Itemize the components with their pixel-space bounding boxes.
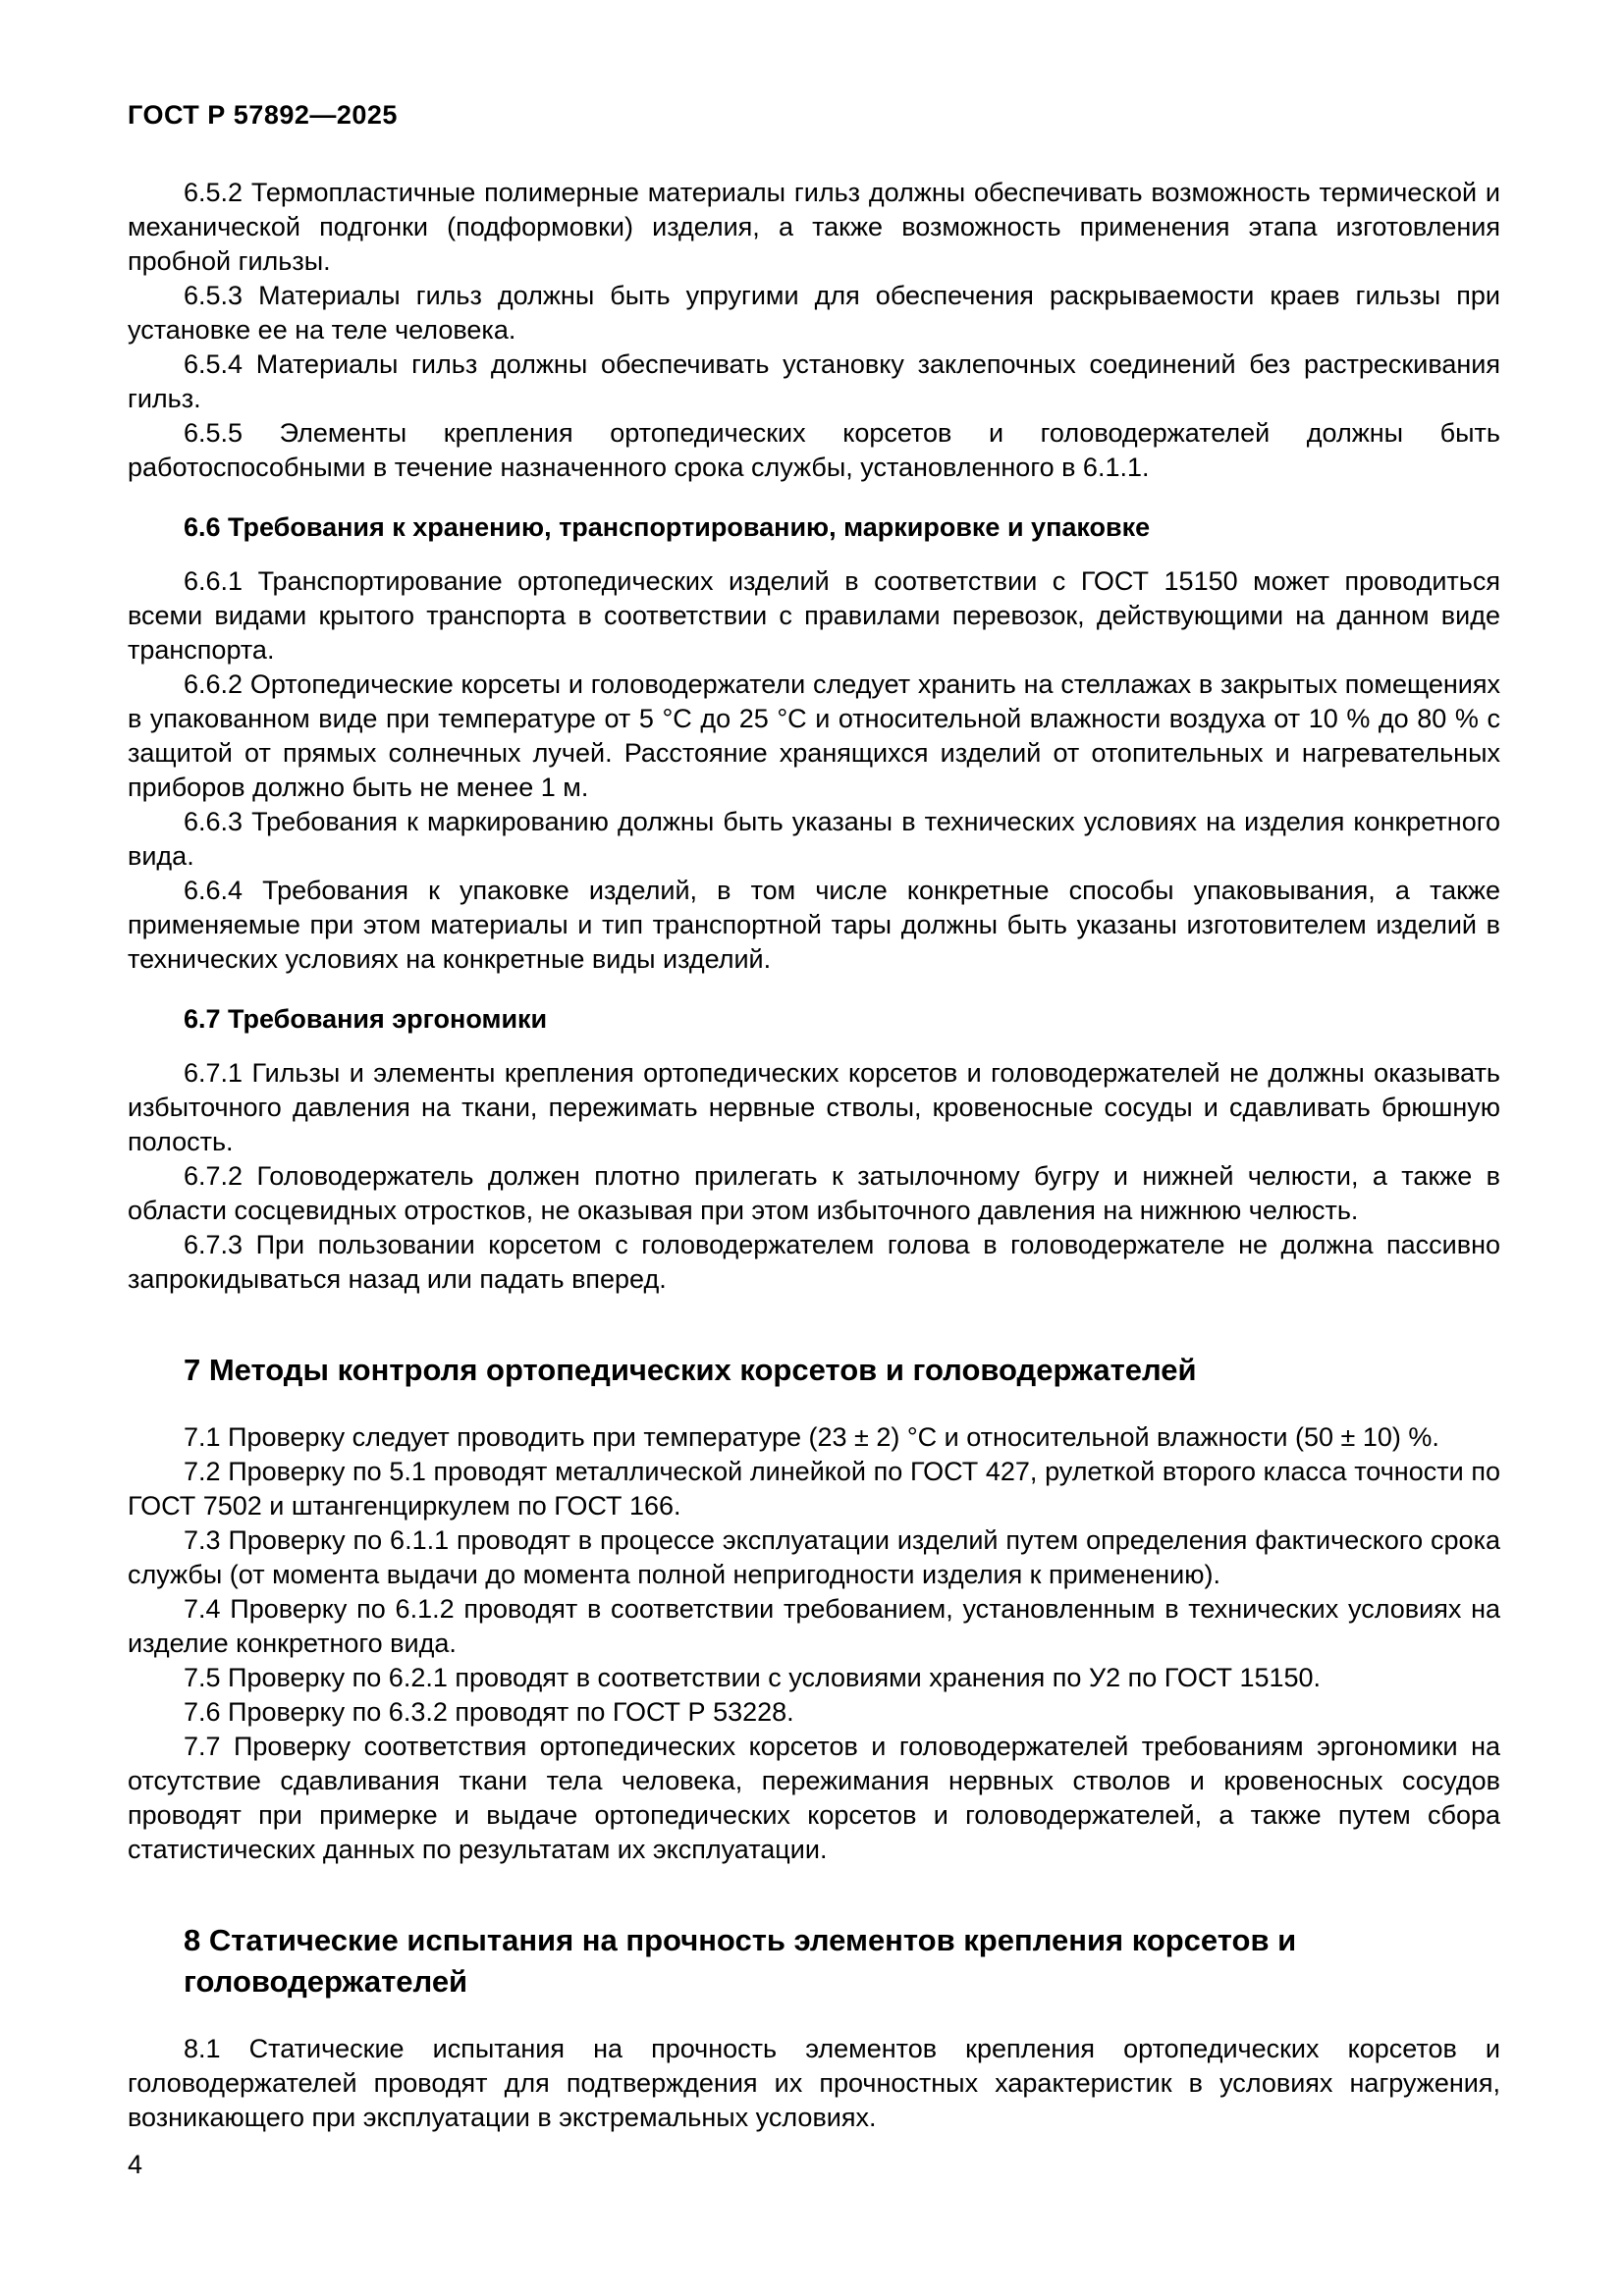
- page-number: 4: [128, 2150, 143, 2179]
- paragraph: 7.1 Проверку следует проводить при температуре (23 ± 2) °С и относительной влажности (50 ± 10) %.: [184, 1422, 1439, 1452]
- paragraph: 7.3 Проверку по 6.1.1 проводят в процессе эксплуатации изделий путем определения фактического срока службы (от момента выдачи до момента полной непригодности изделия к применению).: [128, 1525, 1500, 1589]
- section-heading: 6.7 Требования эргономики: [184, 1004, 548, 1034]
- paragraph: 6.6.4 Требования к упаковке изделий, в том числе конкретные способы упаковывания, а также применяемые при этом материалы и тип транспортной тары должны быть указаны изготовителем изделий в технических условиях на конкретные виды изделий.: [128, 876, 1500, 974]
- section-heading: 7 Методы контроля ортопедических корсетов и головодержателей: [184, 1353, 1197, 1387]
- paragraph: 6.7.2 Головодержатель должен плотно прилегать к затылочному бугру и нижней челюсти, а также в области сосцевидных отростков, не оказывая при этом избыточного давления на нижнюю челюсть.: [128, 1161, 1500, 1225]
- document-body: [128, 176, 1500, 2135]
- paragraph: 6.6.3 Требования к маркированию должны быть указаны в технических условиях на изделия конкретного вида.: [128, 807, 1500, 871]
- paragraph: 7.4 Проверку по 6.1.2 проводят в соответствии требованием, установленным в технических условиях на изделие конкретного вида.: [128, 1594, 1500, 1658]
- document-standard-number: ГОСТ Р 57892—2025: [128, 100, 398, 130]
- paragraph: 6.5.4 Материалы гильз должны обеспечивать установку заклепочных соединений без растрескивания гильз.: [128, 349, 1500, 413]
- paragraph: 7.7 Проверку соответствия ортопедических корсетов и головодержателей требованиям эргономики на отсутствие сдавливания ткани тела человека, пережимания нервных стволов и кровеносных сосудов проводят при примерке и выдаче ортопедических корсетов и головодержателей, а также путем сбора статистических данных по результатам их эксплуатации.: [128, 1732, 1500, 1864]
- paragraph: 6.6.1 Транспортирование ортопедических изделий в соответствии с ГОСТ 15150 может проводиться всеми видами крытого транспорта в соответствии с правилами перевозок, действующими на данном виде транспорта.: [128, 566, 1500, 665]
- section-heading: 8 Статические испытания на прочность элементов крепления корсетов и головодержателей: [184, 1923, 1297, 1999]
- paragraph: 8.1 Статические испытания на прочность элементов крепления ортопедических корсетов и головодержателей проводят для подтверждения их прочностных характеристик в условиях нагружения, возникающего при эксплуатации в экстремальных условиях.: [128, 2034, 1500, 2132]
- paragraph: 6.6.2 Ортопедические корсеты и головодержатели следует хранить на стеллажах в закрытых помещениях в упакованном виде при температуре от 5 °С до 25 °С и относительной влажности воздуха от 10 % до 80 % с защитой от прямых солнечных лучей. Расстояние хранящихся изделий от отопительных и нагревательных приборов должно быть не менее 1 м.: [128, 669, 1500, 802]
- paragraph: 7.6 Проверку по 6.3.2 проводят по ГОСТ Р 53228.: [184, 1697, 794, 1727]
- section-heading: 6.6 Требования к хранению, транспортированию, маркировке и упаковке: [184, 512, 1151, 542]
- paragraph: 6.7.3 При пользовании корсетом с головодержателем голова в головодержателе не должна пассивно запрокидываться назад или падать вперед.: [128, 1230, 1500, 1294]
- paragraph: 7.5 Проверку по 6.2.1 проводят в соответствии с условиями хранения по У2 по ГОСТ 15150.: [184, 1663, 1322, 1692]
- paragraph: 7.2 Проверку по 5.1 проводят металлической линейкой по ГОСТ 427, рулеткой второго класса точности по ГОСТ 7502 и штангенциркулем по ГОСТ 166.: [128, 1457, 1500, 1521]
- paragraph: 6.5.3 Материалы гильз должны быть упругими для обеспечения раскрываемости краев гильзы при установке ее на теле человека.: [128, 281, 1500, 345]
- paragraph: 6.7.1 Гильзы и элементы крепления ортопедических корсетов и головодержателей не должны оказывать избыточного давления на ткани, пережимать нервные стволы, кровеносные сосуды и сдавливать брюшную полость.: [128, 1058, 1500, 1156]
- paragraph: 6.5.5 Элементы крепления ортопедических корсетов и головодержателей должны быть работоспособными в течение назначенного срока службы, установленного в 6.1.1.: [128, 418, 1500, 482]
- paragraph: 6.5.2 Термопластичные полимерные материалы гильз должны обеспечивать возможность термической и механической подгонки (подформовки) изделия, а также возможность применения этапа изготовления пробной гильзы.: [128, 178, 1500, 276]
